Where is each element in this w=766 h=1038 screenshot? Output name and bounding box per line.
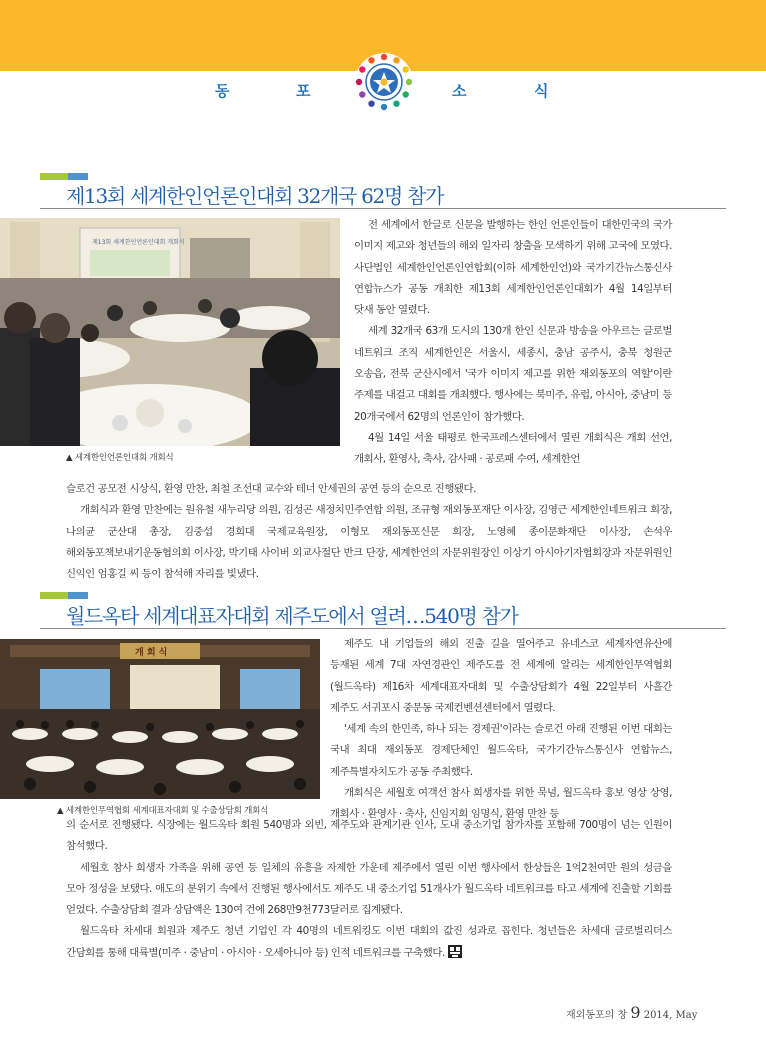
- issue-date: 2014, May: [643, 1010, 698, 1021]
- accent-bar-green-2: [40, 592, 68, 599]
- article-1-paragraph-3a: 4월 14일 서울 태평로 한국프레스센터에서 열린 개회식은 개회 선언, 개회사, 환영사, 축사, 감사패 · 공로패 수여, 세계한언: [354, 431, 672, 466]
- article-2-paragraph-3b: 의 순서로 진행됐다. 식장에는 월드옥타 회원 540명과 외빈, 제주도와 관계기관 인사, 도내 중소기업 참가자를 포함해 700명이 넘는 인원이 참석했다.: [66, 819, 672, 853]
- article-1-title: 제13회 세계한인언론인대회 32개국 62명 참가: [66, 184, 444, 208]
- article-2-paragraph-5-text: 월드옥타 차세대 회원과 제주도 청년 기업인 각 40명의 네트워킹도 이번 대회의 값진 성과로 꼽힌다. 청년들은 차세대 글로벌리더스 간담회를 통해 대륙별(미주 · 중남미 · 아시아 · 오세아니아 등) 인적 네트워크를 구축했다.: [66, 925, 672, 959]
- section-char-4: 식: [534, 82, 549, 100]
- article-1-paragraph-2: 세계 32개국 63개 도시의 130개 한인 신문과 방송을 아우르는 글로벌 네트워크 조직 세계한인은 서울시, 세종시, 충남 공주시, 충북 청원군 오송읍, 전북 군산시에서 '국가 이미지 제고를 위한 재외동포의 역할'이란 주제를 내걸고 대회를 개최했다. 행사에는 북미주, 유럽, 아시아, 중남미 등 20개국에서 62명의 언론인이 참가했다.: [354, 325, 672, 423]
- section-char-3: 소: [452, 82, 467, 100]
- article-1-paragraph-3b: 슬로건 공모전 시상식, 환영 만찬, 최철 조선대 교수와 테너 안세권의 공연 등의 순으로 진행됐다.: [66, 483, 476, 495]
- accent-bar-green: [40, 173, 68, 180]
- article-1-paragraph-4: 개회식과 환영 만찬에는 원유철 새누리당 의원, 김성곤 새정치민주연합 의원, 조규형 재외동포재단 이사장, 김영근 세계한인네트워크 회장, 나의균 군산대 총장, 김중섭 경희대 국제교육원장, 이형모 재외동포신문 회장, 노영혜 종이문화재단 이사장, 손석우 해외동포책보내기운동협의회 이사장, 박기태 사이버 외교사절단 반크 단장, 세계한언의 자문위원장인 이상기 아시아기자협회장과 자문위원인 신익인 엄홍길 씨 등이 참석해 자리를 빛냈다.: [66, 504, 672, 581]
- section-char-2: 포: [296, 82, 311, 100]
- article-1-photo-caption: ▲ 세계한인언론인대회 개회식: [66, 453, 174, 463]
- korean-diaspora-emblem-icon: [354, 52, 414, 112]
- article-2-photo: [0, 639, 320, 799]
- accent-bar-blue: [68, 173, 88, 180]
- page-number: 9: [630, 1003, 641, 1022]
- page-footer: [566, 1003, 697, 1022]
- article-2-paragraph-4: 세월호 참사 희생자 가족을 위해 공연 등 일체의 유흥을 자제한 가운데 제주에서 열린 이번 행사에서 한상들은 1억2천여만 원의 성금을 모아 정성을 보탰다. 애도의 분위기 속에서 진행된 행사에서도 제주도 내 중소기업 51개사가 월드옥타 네트워크를 타고 세계에 진출할 기회를 얻었다. 수출상담회 결과 상담액은 130여 건에 268만9천773달러로 집계됐다.: [66, 861, 672, 917]
- article-1-photo: [0, 218, 340, 446]
- article-2-paragraph-3a: 개회식은 세월호 여객선 참사 희생자를 위한 묵념, 월드옥타 홍보 영상 상영, 개회사 · 환영사 · 축사, 신임지회 임명식, 환영 만찬 등: [330, 787, 672, 821]
- article-2-paragraph-2: '세계 속의 한민족, 하나 되는 경제권'이라는 슬로건 아래 진행된 이번 대회는 국내 최대 재외동포 경제단체인 월드옥타, 국가기간뉴스통신사 연합뉴스, 제주특별자치도가 공동 주최했다.: [330, 723, 672, 778]
- article-1-photo-banner: 제13회 세계한인언론인대회 개회식: [92, 239, 185, 246]
- article-2-text-full: [66, 815, 672, 964]
- article-2-text-col: [330, 634, 672, 826]
- magazine-name: 재외동포의 창: [566, 1010, 628, 1021]
- section-char-1: 동: [215, 82, 230, 100]
- article-2-photo-banner: 개 회 식: [135, 648, 168, 658]
- article-2-title: 월드옥타 세계대표자대회 제주도에서 열려…540명 참가: [66, 604, 518, 628]
- article-2-paragraph-1: 제주도 내 기업들의 해외 진출 길을 열어주고 유네스코 세계자연유산에 등재된 세계 7대 자연경관인 제주도를 전 세계에 알리는 세계한인무역협회(월드옥타) 제16차 세계대표자대회 및 수출상담회가 4월 22일부터 사흘간 제주도 서귀포시 중문동 국제컨벤션센터에서 열렸다.: [330, 638, 672, 714]
- article-1-text-col: [354, 215, 672, 471]
- article-2-photo-caption: ▲ 세계한인무역협회 세계대표자대회 및 수출상담회 개회식: [57, 806, 269, 816]
- accent-bar-blue-2: [68, 592, 88, 599]
- article-1-paragraph-1: 전 세계에서 한글로 신문을 발행하는 한인 언론인들이 대한민국의 국가 이미지 제고와 청년들의 해외 일자리 창출을 모색하기 위해 고국에 모였다. 사단법인 세계한인언론인연합회(이하 세계한인언)와 국가기간뉴스통신사 연합뉴스가 공동 개최한 제13회 세계한인언론인대회가 4월 14일부터 닷새 동안 열렸다.: [354, 219, 672, 317]
- article-1-text-full: [66, 479, 672, 585]
- article-end-mark-icon: [448, 945, 462, 958]
- article-2-paragraph-5: [66, 921, 672, 964]
